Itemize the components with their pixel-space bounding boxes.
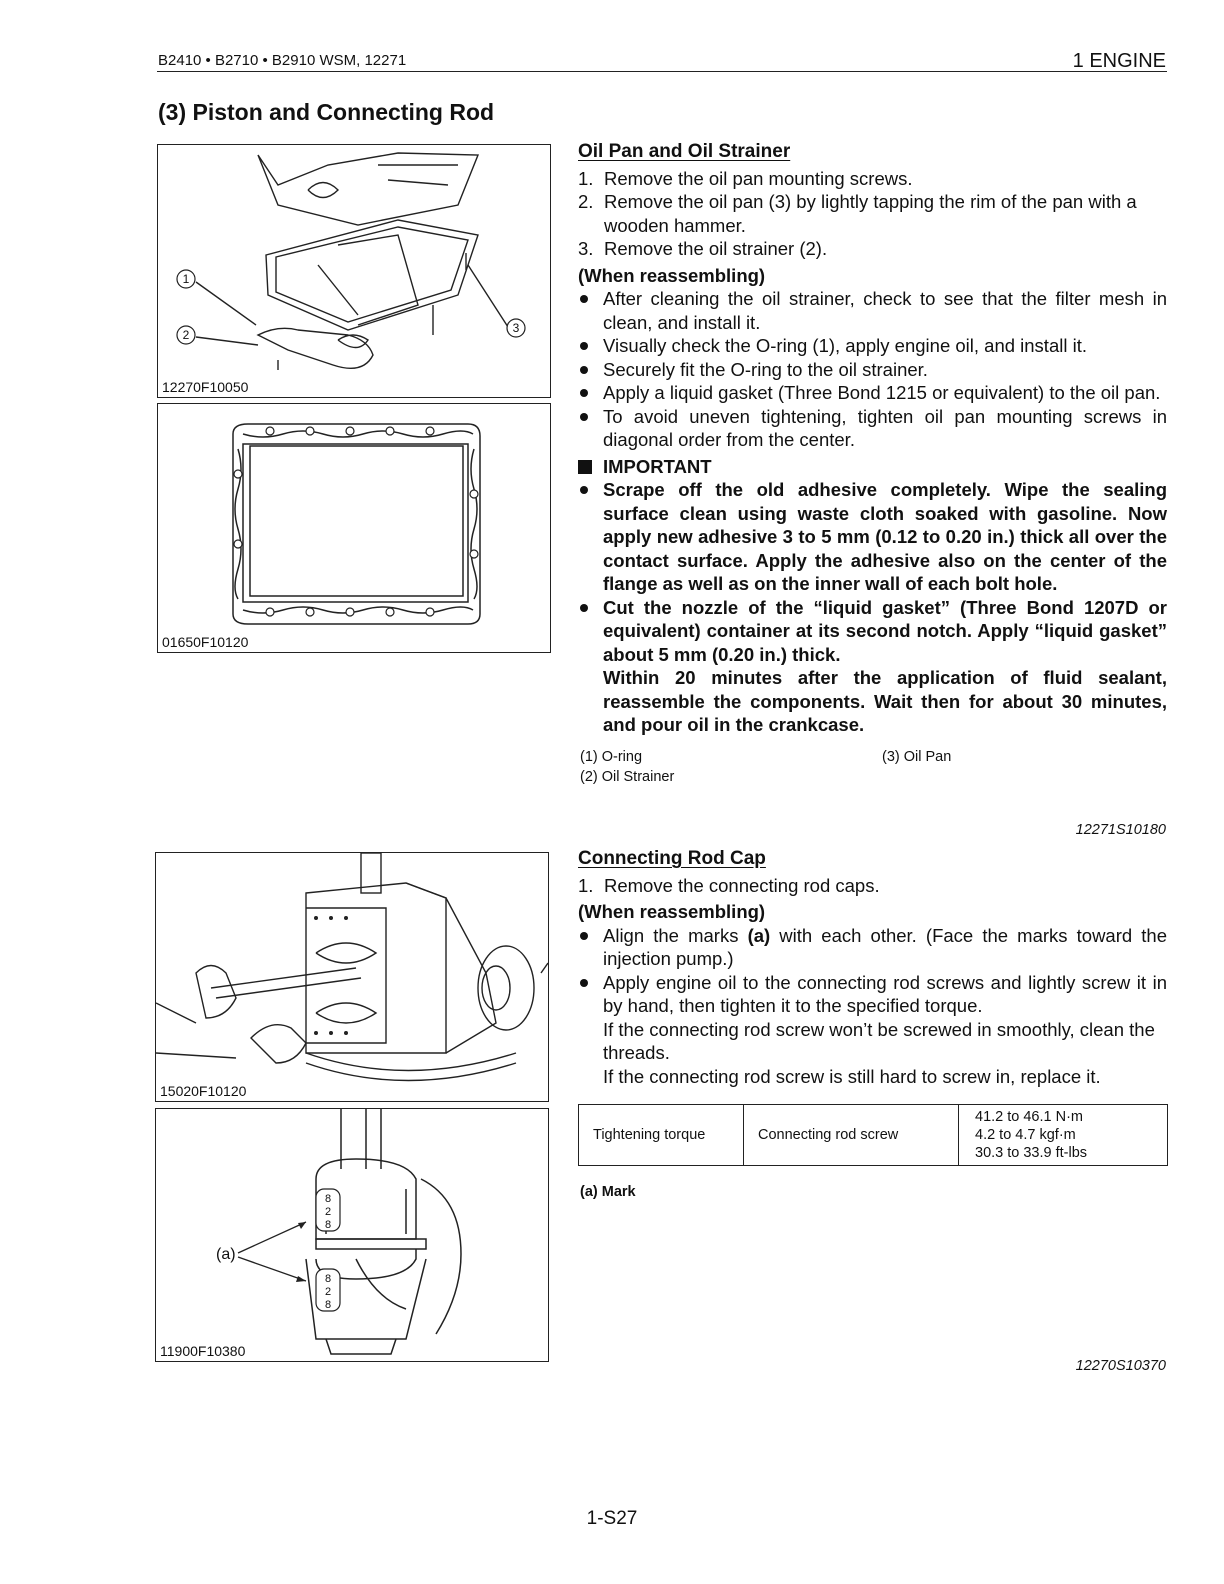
- oil-pan-legend: [578, 747, 1167, 789]
- legend-item: (1) O-ring: [580, 748, 643, 765]
- legend-item: (3) Oil Pan: [882, 748, 952, 765]
- header-rule: [157, 71, 1167, 72]
- list-item: 3. Remove the oil strainer (2).: [578, 238, 828, 259]
- list-item: 1. Remove the oil pan mounting screws.: [578, 167, 913, 189]
- oil-pan-steps: [578, 167, 1167, 261]
- svg-text:8: 8: [324, 1193, 332, 1205]
- rod-cap-removal-illustration: [156, 853, 548, 1101]
- figure-rod-cap-removal: [155, 852, 549, 1102]
- callout-3: 3: [512, 321, 520, 335]
- svg-text:8: 8: [324, 1299, 332, 1311]
- section-title: (3) Piston and Connecting Rod: [158, 99, 495, 125]
- rod-cap-bullets: [578, 924, 1167, 1018]
- rod-cap-heading: Connecting Rod Cap: [578, 848, 766, 869]
- rod-cap-note: If the connecting rod screw is still hard to screw in, replace it.: [603, 1065, 1101, 1087]
- torque-label-cell: Tightening torque: [579, 1105, 744, 1166]
- header-doc-id: B2410 • B2710 • B2910 WSM, 12271: [158, 52, 407, 69]
- rod-cap-section: [578, 847, 1167, 1088]
- reference-code: 12271S10180: [1075, 822, 1166, 838]
- list-item: Visually check the O-ring (1), apply engine oil, and install it.: [578, 334, 1167, 358]
- list-item: Cut the nozzle of the “liquid gasket” (Three Bond 1207D or equivalent) container at its second notch. Apply “liquid gasket” about 5 mm (0.20 in.) thick.: [578, 596, 1167, 667]
- figure-gasket-pattern: [157, 403, 551, 653]
- reassembly-bullets: [578, 287, 1167, 452]
- svg-text:8: 8: [324, 1273, 332, 1285]
- svg-text:2: 2: [324, 1206, 332, 1218]
- table-row: [579, 1105, 1168, 1166]
- list-item: Apply engine oil to the connecting rod screws and lightly screw it in by hand, then tighten it to the specified torque.: [578, 971, 1167, 1018]
- when-reassembling-label: (When reassembling): [578, 901, 766, 922]
- callout-a: (a): [216, 1246, 236, 1263]
- callout-1: 1: [182, 272, 190, 286]
- reference-code: 12270S10370: [1075, 1358, 1166, 1374]
- oil-pan-section: [578, 140, 1167, 789]
- when-reassembling-label: (When reassembling): [578, 264, 766, 286]
- header-chapter: 1 ENGINE: [1072, 50, 1166, 72]
- callout-2: 2: [182, 328, 190, 342]
- list-item: After cleaning the oil strainer, check to see that the filter mesh in clean, and install it.: [578, 287, 1167, 334]
- svg-text:2: 2: [324, 1286, 332, 1298]
- torque-item-cell: Connecting rod screw: [744, 1105, 959, 1166]
- list-item: Securely fit the O-ring to the oil strainer.: [578, 358, 1167, 382]
- list-item: 1. Remove the connecting rod caps.: [578, 874, 880, 896]
- rod-cap-steps: [578, 874, 1167, 898]
- gasket-pattern-illustration: [158, 404, 550, 652]
- page-number: 1-S27: [586, 1508, 638, 1529]
- rod-cap-note: If the connecting rod screw won’t be screwed in smoothly, clean the threads.: [603, 1018, 1155, 1063]
- rod-marks-illustration: [156, 1109, 548, 1361]
- figure-rod-marks: [155, 1108, 549, 1362]
- oil-pan-illustration: [158, 145, 550, 397]
- figure-caption: 11900F10380: [160, 1343, 246, 1359]
- figure-oil-pan: [157, 144, 551, 398]
- important-label: IMPORTANT: [578, 455, 1167, 479]
- figure-caption: 15020F10120: [160, 1083, 247, 1099]
- list-item: Apply a liquid gasket (Three Bond 1215 or equivalent) to the oil pan.: [578, 381, 1167, 405]
- list-item: Scrape off the old adhesive completely. Wipe the sealing surface clean using waste cloth soaked with gasoline. Now apply new adhesive 3 to 5 mm (0.12 to 0.20 in.) thick all over the contact surface. Apply the adhesive also on the center of the flange as well as on the inner wall of each bolt hole.: [578, 478, 1167, 596]
- torque-values-cell: 41.2 to 46.1 N·m 4.2 to 4.7 kgf·m 30.3 to 33.9 ft-lbs: [959, 1105, 1168, 1166]
- legend-mark: (a) Mark: [580, 1184, 636, 1200]
- important-bullets: [578, 478, 1167, 666]
- list-item: Align the marks (a) with each other. (Face the marks toward the injection pump.): [578, 924, 1167, 971]
- figure-caption: 12270F10050: [162, 379, 249, 395]
- oil-pan-heading: Oil Pan and Oil Strainer: [578, 141, 791, 162]
- legend-item: (2) Oil Strainer: [580, 768, 675, 785]
- list-item: 2. Remove the oil pan (3) by lightly tapping the rim of the pan with a wooden hammer.: [578, 191, 1137, 236]
- figure-caption: 01650F10120: [162, 634, 249, 650]
- important-square-icon: [578, 460, 592, 474]
- torque-table: [578, 1104, 1168, 1166]
- svg-text:8: 8: [324, 1219, 332, 1231]
- important-extra: Within 20 minutes after the application of fluid sealant, reassemble the components. Wait then for about 30 minutes, and pour oil in the crankcase.: [603, 667, 1167, 735]
- list-item: To avoid uneven tightening, tighten oil pan mounting screws in diagonal order from the center.: [578, 405, 1167, 452]
